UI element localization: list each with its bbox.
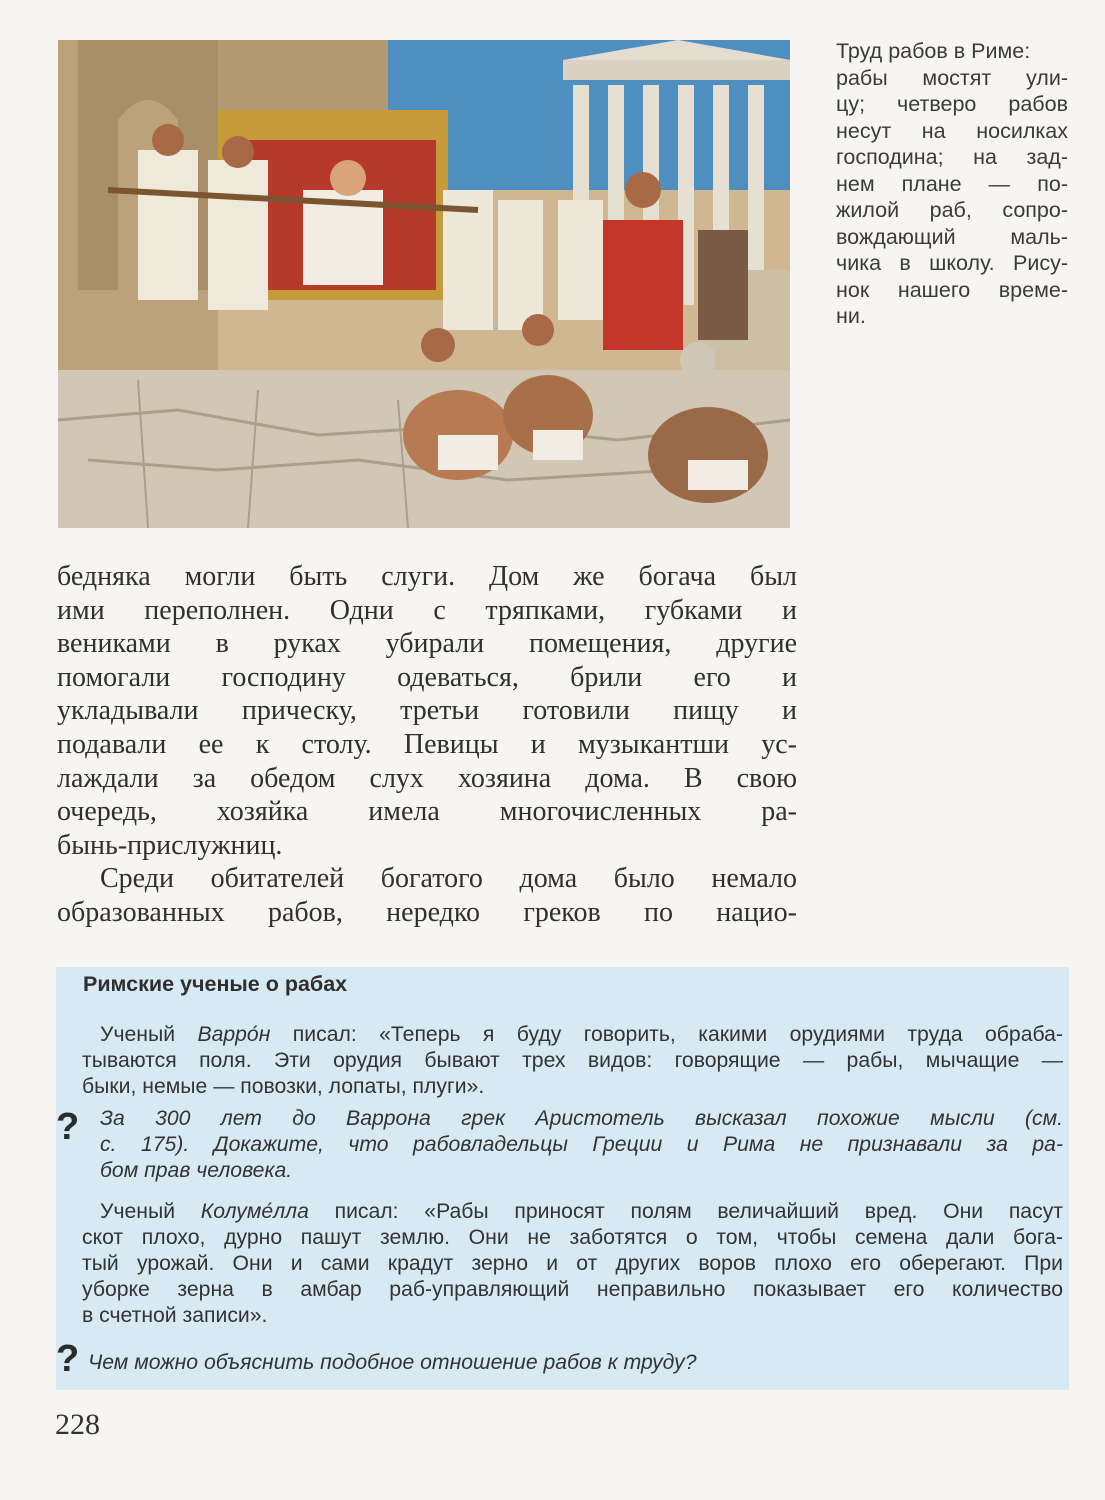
varro-prefix: Ученый — [100, 1023, 198, 1046]
columella-line: скот плохо, дурно пашут землю. Они не заботятся о том, чтобы семена дали бога- — [82, 1226, 1063, 1249]
body-line: бынь-прислужниц. — [57, 829, 283, 861]
caption-line: ни. — [836, 304, 866, 328]
page-number: 228 — [55, 1408, 100, 1441]
question-1 — [100, 1106, 1063, 1184]
illustration-slave-labor-rome — [58, 40, 790, 528]
caption-line: чика в школу. Рису- — [836, 251, 1068, 275]
caption-line: нок нашего време- — [836, 277, 1068, 302]
columella-line: тый урожай. Они и сами крадут зерно и от других воров плохо его оберегают. При — [82, 1252, 1063, 1275]
caption-line: Труд рабов в Риме: — [836, 39, 1031, 63]
caption-line: вождающий маль- — [836, 224, 1068, 249]
box-title: Римские ученые о рабах — [83, 972, 348, 996]
question-mark-icon: ? — [56, 1106, 80, 1148]
varro-name: Варро́н — [197, 1023, 271, 1046]
body-line: подавали ее к столу. Певицы и музыкантши ус- — [57, 728, 797, 760]
caption-line: несут на носилках — [836, 118, 1068, 143]
body-line: вениками в руках убирали помещения, другие — [57, 628, 797, 660]
body-line: образованных рабов, нередко греков по нацио- — [57, 896, 797, 928]
columella-line-1-rest: писал: «Рабы приносят полям величайший вред. Они пасут — [308, 1200, 1063, 1223]
main-body-text — [57, 560, 797, 930]
body-line: лаждали за обедом слух хозяина дома. В свою — [57, 762, 797, 794]
question-1-line: За 300 лет до Варрона грек Аристотель высказал похожие мысли (см. — [100, 1107, 1063, 1130]
body-line: укладывали прическу, третьи готовили пищу и — [57, 695, 797, 727]
caption-line: жилой раб, сопро- — [836, 198, 1068, 222]
varro-line-2: тываются поля. Эти орудия бывают трех видов: говорящие — рабы, мычащие — — [82, 1049, 1063, 1072]
varro-line-1 — [82, 1022, 1063, 1048]
caption-line: рабы мостят ули- — [836, 65, 1068, 90]
question-mark-icon: ? — [56, 1338, 80, 1380]
question-1-line: с. 175). Докажите, что рабовладельцы Греции и Рима не признавали за ра- — [100, 1133, 1063, 1156]
body-line: помогали господину одеваться, брили его и — [57, 661, 797, 693]
body-line: бедняка могли быть слуги. Дом же богача был — [57, 561, 797, 592]
varro-quote — [82, 1022, 1063, 1100]
caption-line: господина; на зад- — [836, 145, 1068, 169]
columella-prefix: Ученый — [100, 1200, 201, 1223]
body-line: очередь, хозяйка имела многочисленных ра- — [57, 796, 797, 828]
body-line: ими переполнен. Одни с тряпками, губками и — [57, 594, 797, 626]
columella-line: в счетной записи». — [82, 1304, 268, 1327]
caption-line: цу; четверо рабов — [836, 92, 1068, 116]
question-1-line: бом прав человека. — [100, 1159, 293, 1182]
varro-line-3: быки, немые — повозки, лопаты, плуги». — [82, 1075, 485, 1098]
illustration-caption — [836, 38, 1068, 330]
illustration-drawing — [58, 40, 790, 528]
columella-line-1 — [82, 1199, 1063, 1225]
varro-line-1-rest: писал: «Теперь я буду говорить, какими орудиями труда обраба- — [270, 1023, 1063, 1046]
question-2 — [88, 1350, 1051, 1376]
columella-line: уборке зерна в амбар раб-управляющий неправильно показывает его количество — [82, 1278, 1063, 1301]
columella-quote — [82, 1199, 1063, 1329]
caption-line: нем плане — по- — [836, 171, 1068, 196]
question-2-line: Чем можно объяснить подобное отношение рабов к труду? — [88, 1351, 697, 1374]
body-line: Среди обитателей богатого дома было немало — [100, 863, 797, 895]
columella-name: Колуме́лла — [200, 1200, 309, 1223]
